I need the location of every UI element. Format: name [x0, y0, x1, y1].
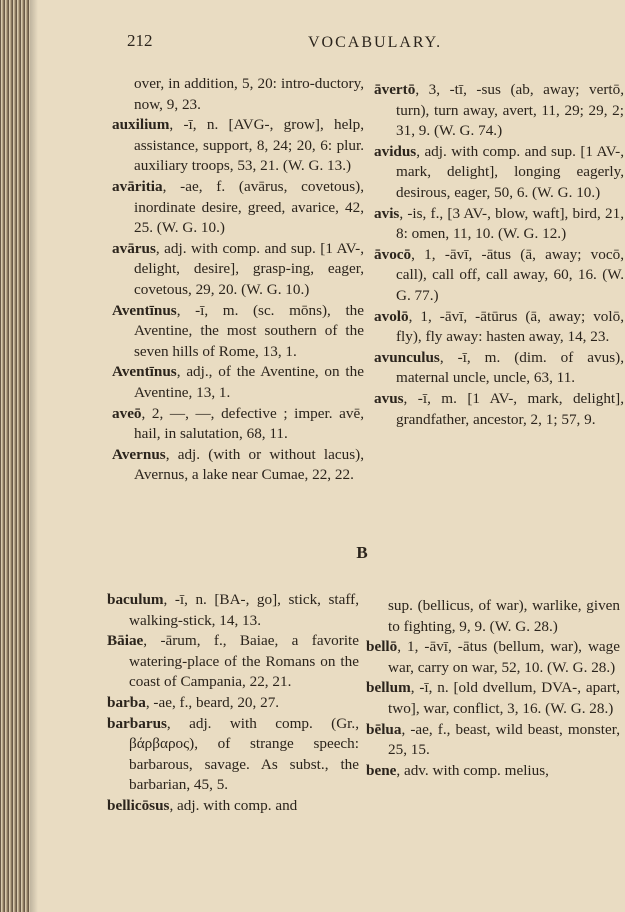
entry: Aventīnus, adj., of the Aventine, on the Aventine, 13, 1.: [112, 363, 364, 401]
headword: barbarus: [107, 714, 167, 732]
headword: avolō: [374, 307, 409, 325]
headword: āvocō: [374, 245, 412, 263]
headword: āvertō: [374, 81, 416, 98]
entry: avis, -is, f., [3 AV-, blow, waft], bird, 21, 8: omen, 11, 10. (W. G. 12.): [374, 204, 624, 243]
entry: barba, -ae, f., beard, 20, 27.: [107, 693, 280, 711]
entry: sup. (bellicus, of war), warlike, given to fighting, 9, 9. (W. G. 28.): [388, 597, 620, 635]
headword: Aventīnus: [112, 363, 177, 381]
entry: bellicōsus, adj. with comp. and: [107, 796, 298, 814]
column-right-bottom: [366, 596, 620, 781]
entry: Avernus, adj. (with or without lacus), Avernus, a lake near Cumae, 22, 22.: [112, 445, 364, 484]
entry: āvertō, 3, -tī, -sus (ab, away; vertō, turn), turn away, avert, 11, 29; 29, 2; 31, 9. (W. G. 74.): [374, 81, 624, 140]
entry: over, in addition, 5, 20: intro-ductory, now, 9, 23.: [134, 75, 364, 113]
column-left-bottom: [107, 590, 359, 817]
headword: avārus: [112, 239, 156, 257]
column-left-top: [112, 74, 364, 486]
headword: bene: [366, 761, 397, 779]
entry: avus, -ī, m. [1 AV-, mark, delight], grandfather, ancestor, 2, 1; 57, 9.: [374, 389, 624, 428]
entry: bene, adv. with comp. melius,: [366, 761, 549, 779]
entry: auxilium, -ī, n. [AVG-, grow], help, assistance, support, 8, 24; 20, 6: plur. auxiliary troops, 53, 21. (W. G. 13.): [112, 116, 364, 175]
headword: bellicōsus: [107, 796, 170, 814]
book-binding: [0, 0, 30, 912]
entry: aveō, 2, —, —, defective ; imper. avē, hail, in salutation, 68, 11.: [112, 404, 364, 443]
headword: avis: [374, 204, 400, 222]
headword: aveō: [112, 404, 142, 422]
entry: avidus, adj. with comp. and sup. [1 AV-, mark, delight], longing eagerly, desirous, eager, 50, 6. (W. G. 10.): [374, 142, 624, 201]
entry: Bāiae, -ārum, f., Baiae, a favorite watering-place of the Romans on the coast of Campania, 22, 21.: [107, 632, 359, 691]
entry: Aventīnus, -ī, m. (sc. mōns), the Aventine, the most southern of the seven hills of Rome, 13, 1.: [112, 301, 364, 360]
column-right-top: [374, 80, 624, 430]
page-header: VOCABULARY.: [308, 34, 443, 51]
headword: avāritia: [112, 177, 163, 195]
headword: baculum: [107, 591, 164, 608]
headword: bēlua: [366, 720, 402, 738]
entry: avāritia, -ae, f. (avārus, covetous), inordinate desire, greed, avarice, 42, 25. (W. G. 10.): [112, 177, 364, 237]
headword: Aventīnus: [112, 301, 177, 319]
entry: avolō, 1, -āvī, -ātūrus (ā, away; volō, fly), fly away: hasten away, 14, 23.: [374, 307, 624, 346]
entry: barbarus, adj. with comp. (Gr., βάρβαρος), of strange speech: barbarous, savage. As subst., the barbarian, 45, 5.: [107, 714, 359, 794]
headword: avunculus: [374, 348, 440, 366]
headword: Avernus: [112, 445, 166, 463]
headword: barba: [107, 693, 146, 711]
entry: bellō, 1, -āvī, -ātus (bellum, war), wage war, carry on war, 52, 10. (W. G. 28.): [366, 638, 620, 676]
page-number: 212: [127, 31, 153, 50]
headword: avidus: [374, 142, 417, 160]
entry: bēlua, -ae, f., beast, wild beast, monster, 25, 15.: [366, 720, 620, 759]
entry: avunculus, -ī, m. (dim. of avus), maternal uncle, uncle, 63, 11.: [374, 348, 624, 387]
entry: bellum, -ī, n. [old dvellum, DVA-, apart, two], war, conflict, 3, 16. (W. G. 28.): [366, 679, 620, 717]
headword: bellum: [366, 679, 411, 697]
entry: āvocō, 1, -āvī, -ātus (ā, away; vocō, call), call off, call away, 60, 16. (W. G. 77.): [374, 245, 624, 304]
headword: Bāiae: [107, 632, 144, 650]
section-letter: B: [356, 543, 368, 562]
entry: baculum, -ī, n. [BA-, go], stick, staff, walking-stick, 14, 13.: [107, 591, 359, 629]
headword: bellō: [366, 638, 398, 656]
entry: avārus, adj. with comp. and sup. [1 AV-, delight, desire], grasp-ing, eager, covetous, 29, 20. (W. G. 10.): [112, 239, 364, 298]
headword: avus: [374, 389, 404, 407]
headword: auxilium: [112, 116, 170, 134]
